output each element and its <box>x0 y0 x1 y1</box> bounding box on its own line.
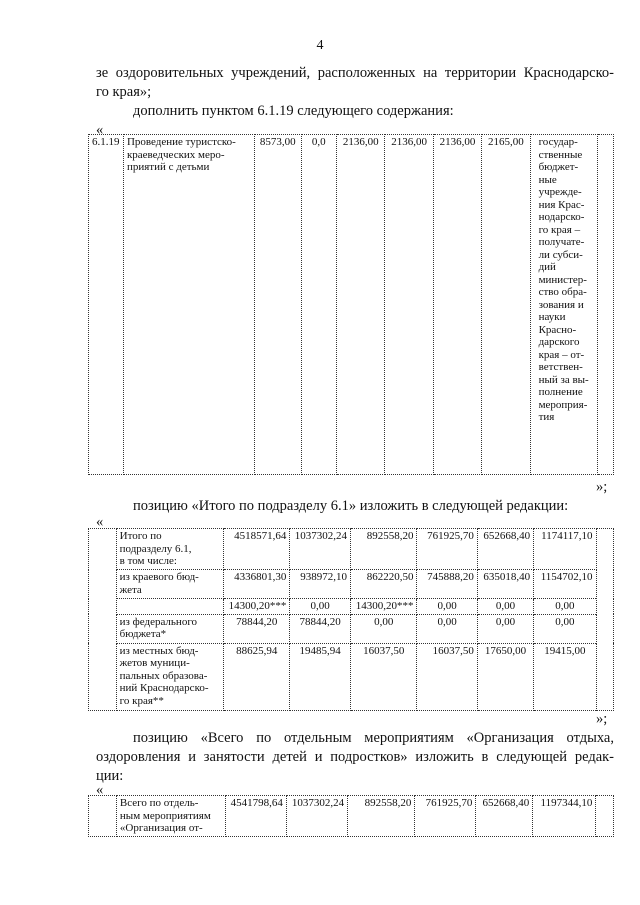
responsible-line: полнение <box>538 386 583 398</box>
responsible-line: зования и <box>538 298 584 311</box>
value-cell: 938972,10 <box>290 570 351 599</box>
responsible-line: дарского <box>538 336 580 348</box>
paragraph-line: го края»; <box>96 84 152 100</box>
responsible-line: ство обра- <box>538 286 587 298</box>
value-cell: 4336801,30 <box>224 570 290 599</box>
label-line: ным мероприятиям <box>119 809 211 822</box>
responsible-line: нодарско- <box>538 211 585 223</box>
label-line: «Организация от- <box>119 822 203 834</box>
vsego-table <box>88 795 614 837</box>
value-cell: 78844,20 <box>290 614 351 643</box>
value-cell: 14300,20*** <box>350 599 417 615</box>
name-line: Проведение туристско- <box>126 136 236 148</box>
value-cell: 892558,20 <box>350 529 417 570</box>
close-quote: »; <box>596 711 608 727</box>
label-line: в том числе: <box>119 555 177 567</box>
value-cell: 2136,00 <box>433 135 481 475</box>
blank-cell <box>89 529 117 711</box>
responsible-line: ственные <box>538 148 583 161</box>
value-cell: 88625,94 <box>224 643 290 710</box>
responsible-cell <box>530 135 597 475</box>
name-line: краеведческих меро- <box>126 148 225 161</box>
value-cell: 1197344,10 <box>533 796 596 837</box>
responsible-line: ли субси- <box>538 248 583 261</box>
responsible-line: получате- <box>538 236 585 248</box>
itogo-table <box>88 528 614 711</box>
label-line: пальных образова- <box>119 669 208 682</box>
label-line: Всего по отдель- <box>119 797 199 809</box>
label-line: жета <box>119 583 142 596</box>
value-cell: 745888,20 <box>417 570 477 599</box>
table-row <box>89 614 614 643</box>
table-row <box>89 643 614 710</box>
value-cell: 652668,40 <box>477 529 533 570</box>
row-label <box>116 796 225 837</box>
label-line: из краевого бюд- <box>119 571 199 583</box>
value-cell: 16037,50 <box>417 643 477 710</box>
label-line: из местных бюд- <box>119 644 199 657</box>
value-cell: 1154702,10 <box>534 570 596 599</box>
responsible-line: ный за вы- <box>538 373 589 386</box>
value-cell: 0,00 <box>350 614 417 643</box>
value-cell: 761925,70 <box>415 796 476 837</box>
value-cell: 1037302,24 <box>290 529 351 570</box>
value-cell: 0,00 <box>477 614 533 643</box>
value-cell: 652668,40 <box>476 796 533 837</box>
label-line: подразделу 6.1, <box>119 542 192 555</box>
blank-cell <box>596 529 613 711</box>
value-cell: 892558,20 <box>348 796 415 837</box>
row-label <box>116 529 223 570</box>
value-cell: 78844,20 <box>224 614 290 643</box>
blank-cell <box>89 796 117 837</box>
value-cell: 4541798,64 <box>225 796 286 837</box>
responsible-line: края – от- <box>538 348 585 361</box>
table-row <box>89 570 614 599</box>
row-label <box>116 643 223 710</box>
item-6-1-19-table <box>88 134 614 475</box>
value-cell: 17650,00 <box>477 643 533 710</box>
value-cell: 0,0 <box>301 135 336 475</box>
label-line: жетов муници- <box>119 657 190 669</box>
row-label <box>116 599 223 615</box>
responsible-line: бюджет- <box>538 161 579 173</box>
responsible-line: государ- <box>538 136 578 148</box>
value-cell: 4518571,64 <box>224 529 290 570</box>
open-quote: « <box>96 514 104 530</box>
responsible-line: учрежде- <box>538 186 582 198</box>
value-cell: 14300,20*** <box>224 599 290 615</box>
responsible-line: мероприя- <box>538 398 588 411</box>
item-number: 6.1.19 <box>89 135 124 475</box>
value-cell: 19485,94 <box>290 643 351 710</box>
responsible-line: министер- <box>538 273 587 286</box>
paragraph-line: оздоровления и занятости детей и подростков» изложить в следующей редак- <box>96 749 614 765</box>
responsible-line: Красно- <box>538 323 577 336</box>
label-line: бюджета* <box>119 628 167 640</box>
close-quote: »; <box>596 479 608 495</box>
value-cell: 2165,00 <box>482 135 530 475</box>
responsible-line: тия <box>538 411 555 423</box>
blank-cell <box>596 796 614 837</box>
label-line: Итого по <box>119 530 162 542</box>
value-cell: 862220,50 <box>350 570 417 599</box>
table-row <box>89 135 614 475</box>
open-quote: « <box>96 122 104 138</box>
value-cell: 0,00 <box>534 599 596 615</box>
page-number: 4 <box>316 38 324 53</box>
responsible-line: науки <box>538 311 566 323</box>
value-cell: 19415,00 <box>534 643 596 710</box>
row-label <box>116 614 223 643</box>
responsible-line: дий <box>538 261 556 273</box>
row-label <box>116 570 223 599</box>
value-cell: 635018,40 <box>477 570 533 599</box>
value-cell: 0,00 <box>534 614 596 643</box>
table-row <box>89 529 614 570</box>
table-row <box>89 599 614 615</box>
value-cell: 0,00 <box>290 599 351 615</box>
paragraph-line: позицию «Всего по отдельным мероприятиям «Организация отдыха, <box>133 730 614 746</box>
value-cell: 16037,50 <box>350 643 417 710</box>
paragraph-line: ции: <box>96 768 124 784</box>
value-cell: 761925,70 <box>417 529 477 570</box>
value-cell: 1174117,10 <box>534 529 596 570</box>
value-cell: 8573,00 <box>255 135 302 475</box>
responsible-line: ные <box>538 173 557 186</box>
label-line: го края** <box>119 694 164 707</box>
empty-cell <box>597 135 613 475</box>
paragraph-itogo: позицию «Итого по подразделу 6.1» изложить в следующей редакции: <box>133 498 569 514</box>
value-cell: 2136,00 <box>337 135 385 475</box>
value-cell: 0,00 <box>417 614 477 643</box>
item-name <box>123 135 254 475</box>
table-row <box>89 796 614 837</box>
responsible-line: ния Крас- <box>538 198 585 211</box>
value-cell: 0,00 <box>417 599 477 615</box>
paragraph-add-item: дополнить пунктом 6.1.19 следующего содержания: <box>133 103 454 119</box>
name-line: приятий с детьми <box>126 161 210 173</box>
paragraph-line: зе оздоровительных учреждений, расположенных на территории Краснодарско- <box>96 65 614 81</box>
responsible-line: го края – <box>538 223 581 236</box>
value-cell: 0,00 <box>477 599 533 615</box>
label-line: из федерального <box>119 615 198 628</box>
responsible-line: ветствен- <box>538 361 583 373</box>
label-line: ний Краснодарско- <box>119 682 209 694</box>
value-cell: 1037302,24 <box>286 796 347 837</box>
value-cell: 2136,00 <box>385 135 433 475</box>
open-quote: « <box>96 782 104 798</box>
